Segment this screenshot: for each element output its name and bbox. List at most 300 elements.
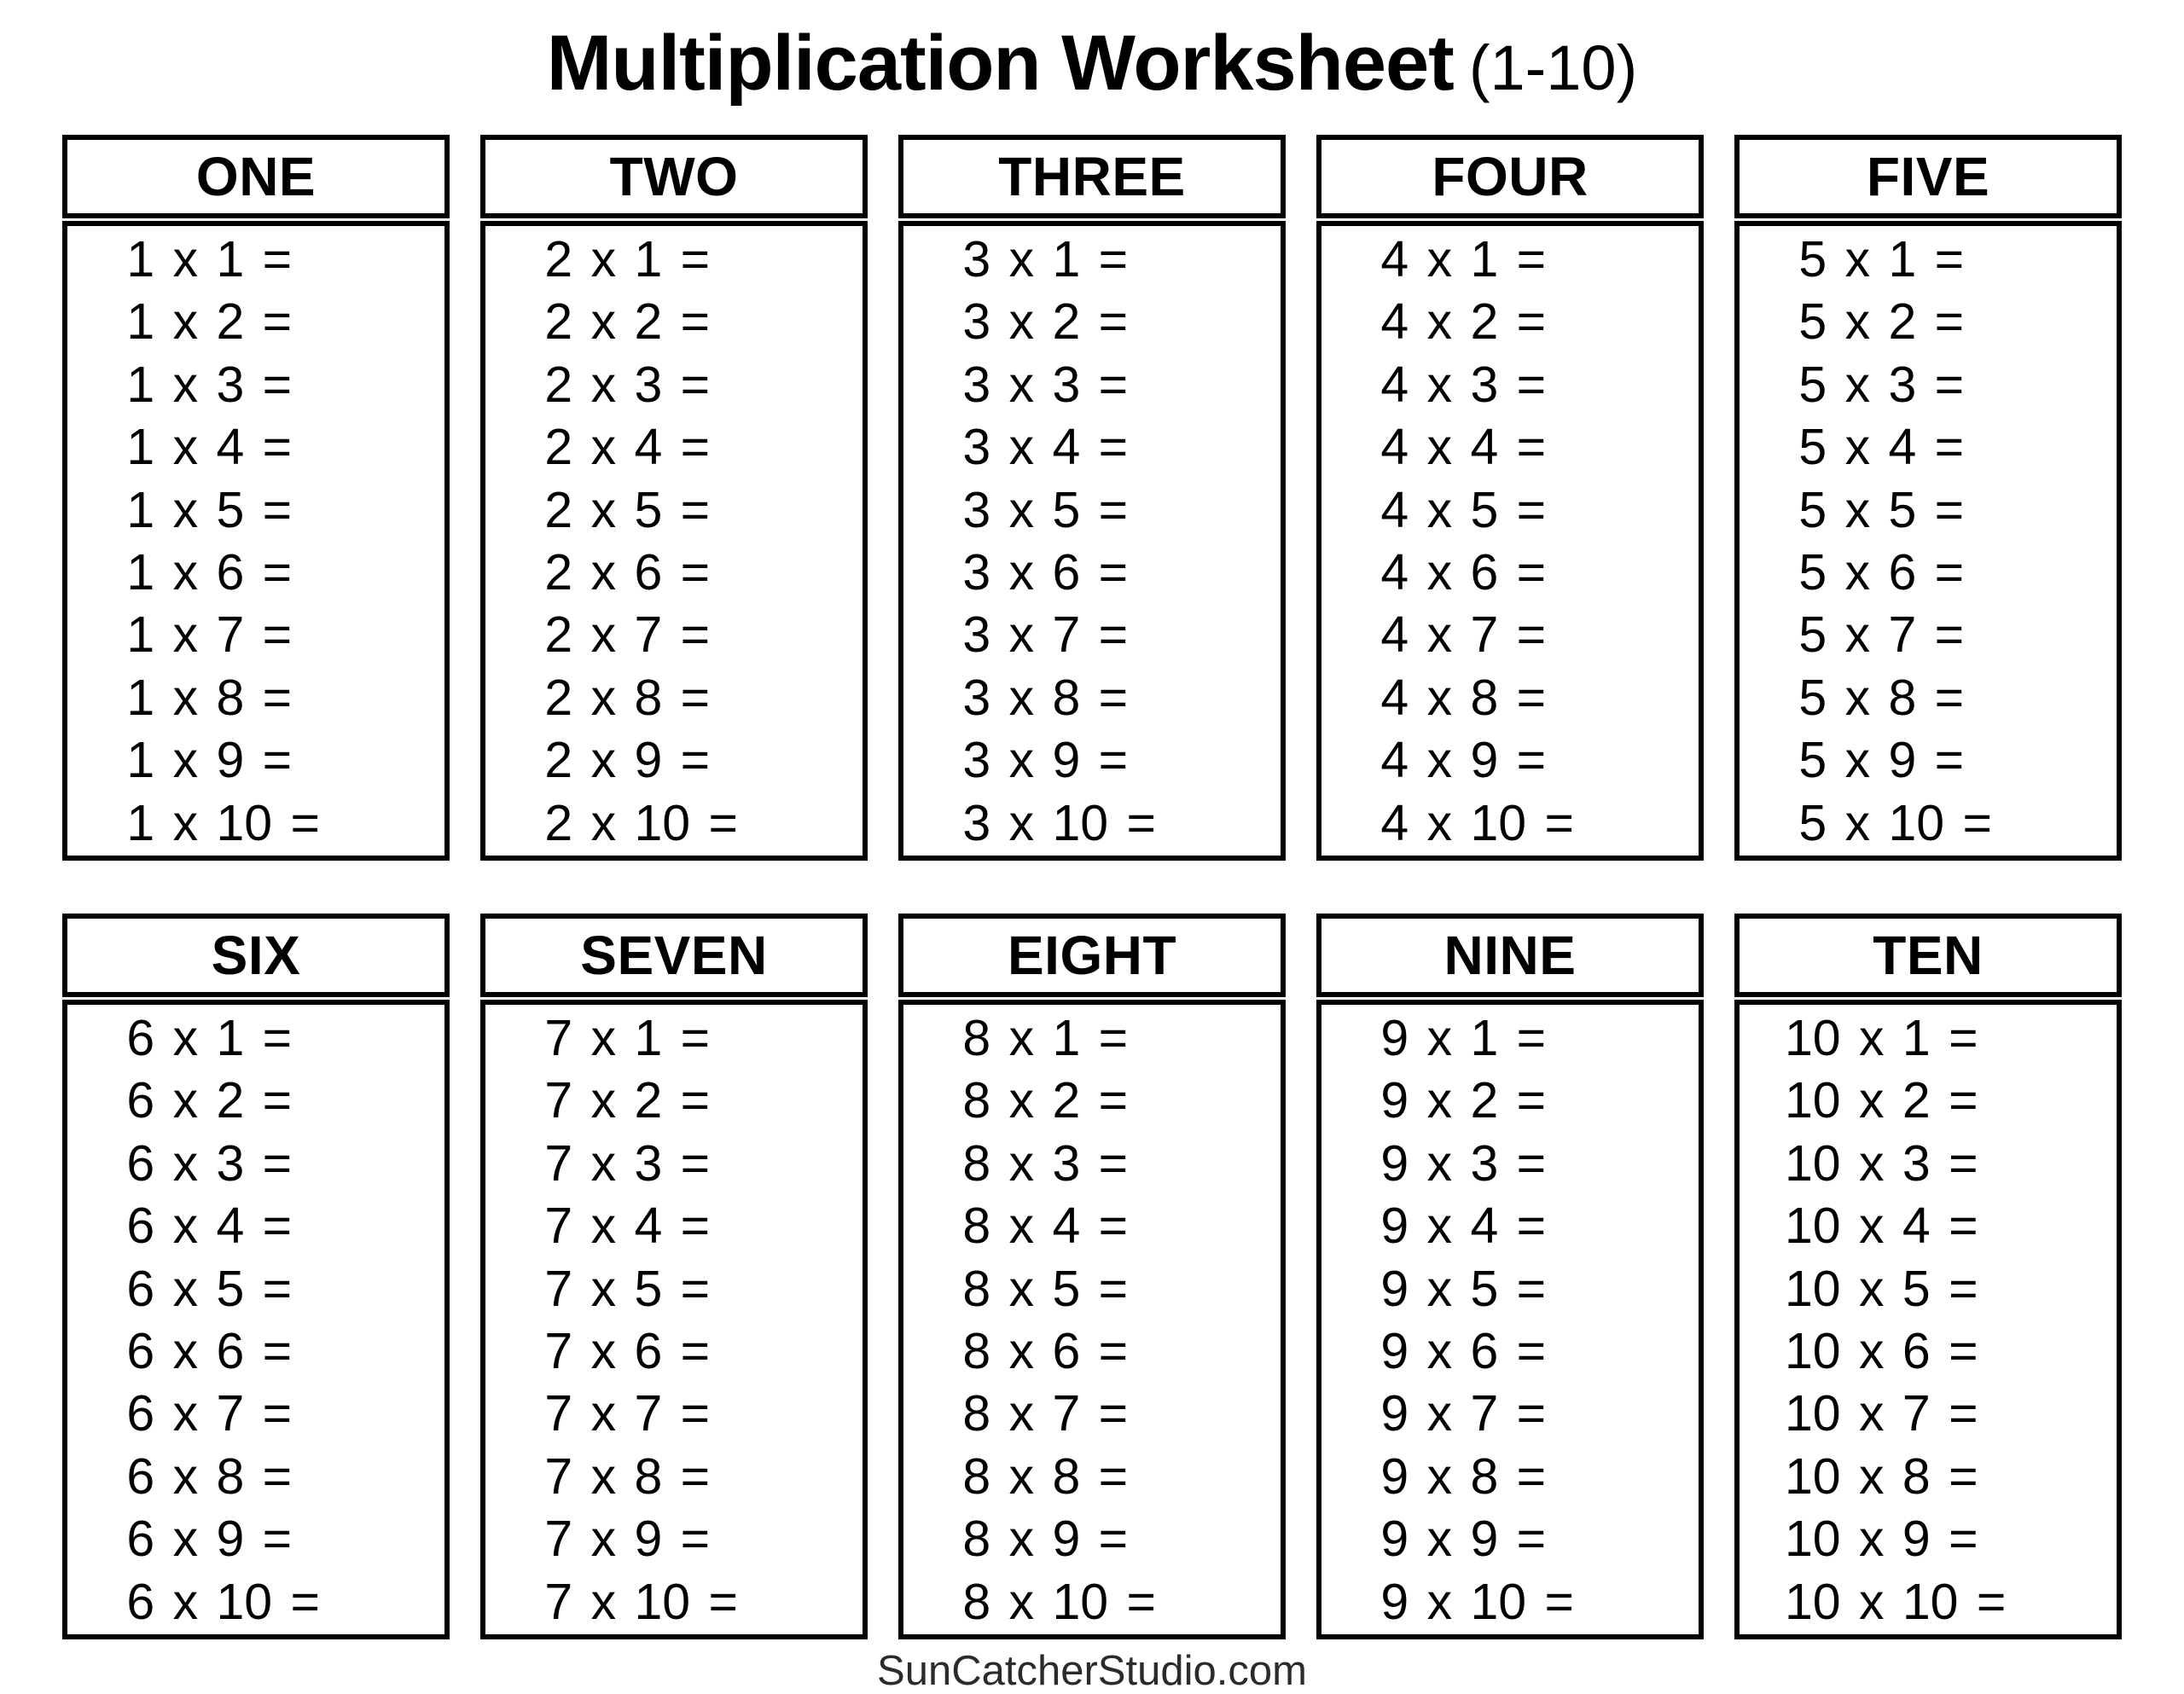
table-body [62,1000,450,1639]
table-header: FOUR [1316,135,1704,218]
table-six [62,914,450,1639]
problem-text: 4 x 3 = [1380,356,1547,413]
problem-text: 8 x 5 = [962,1260,1129,1317]
problem-text: 2 x 6 = [544,544,711,601]
answer-blank [1978,1180,2044,1181]
problem-text: 4 x 6 = [1380,544,1547,601]
answer-blank [1128,1054,1194,1055]
problem-text: 1 x 3 = [126,356,293,413]
problem-row [126,1508,385,1570]
table-body [1734,1000,2122,1639]
problem-text: 4 x 8 = [1380,669,1547,726]
answer-blank [1546,401,1612,402]
answer-blank [1574,1618,1640,1619]
answer-blank [738,1618,804,1619]
problem-row [544,1195,803,1257]
answer-blank [1128,401,1194,402]
answer-blank [1964,776,2030,777]
answer-blank [1978,1493,2044,1494]
problem-row [126,729,385,792]
problem-row [962,479,1221,542]
problem-row [544,479,803,542]
problem-row [962,667,1221,729]
answer-blank [1978,1367,2044,1368]
answer-blank [1128,1305,1194,1306]
problem-text: 9 x 1 = [1380,1010,1547,1066]
answer-blank [710,1054,775,1055]
problem-row [1380,1320,1639,1383]
problem-text: 7 x 10 = [544,1573,738,1630]
problem-text: 7 x 4 = [544,1198,711,1255]
problem-row [1785,1258,2071,1320]
problem-row [544,416,803,479]
problem-text: 5 x 10 = [1798,794,1992,851]
problem-row [962,1320,1221,1383]
problem-text: 2 x 7 = [544,606,711,664]
problem-text: 1 x 4 = [126,419,293,476]
problem-row [544,1007,803,1070]
problem-row [1785,1571,2071,1633]
problem-text: 8 x 10 = [962,1573,1156,1630]
problem-text: 5 x 5 = [1798,481,1965,538]
problem-row [1380,479,1639,542]
problem-row [544,1258,803,1320]
answer-blank [710,1180,775,1181]
table-seven [480,914,868,1639]
table-body [898,1000,1286,1639]
answer-blank [1128,776,1194,777]
table-header: ONE [62,135,450,218]
problem-text: 3 x 8 = [962,669,1129,726]
problem-row [126,479,385,542]
problem-row [1380,667,1639,729]
answer-blank [292,1242,357,1243]
answer-blank [292,714,357,715]
answer-blank [1128,1367,1194,1368]
table-body [480,221,868,861]
table-five [1734,135,2122,861]
problem-row [1380,1446,1639,1508]
answer-blank [1964,526,2030,527]
footer-credit: SunCatcherStudio.com [877,1648,1307,1694]
problem-text: 4 x 10 = [1380,794,1574,851]
problem-row [1798,354,2057,416]
problem-text: 9 x 10 = [1380,1573,1574,1630]
problem-text: 5 x 9 = [1798,732,1965,789]
problem-row [1785,1007,2071,1070]
problem-text: 9 x 3 = [1380,1134,1547,1192]
answer-blank [1978,1305,2044,1306]
problem-row [544,1508,803,1570]
problem-text: 7 x 6 = [544,1323,711,1380]
problem-row [962,604,1221,666]
problem-text: 6 x 6 = [126,1323,293,1380]
table-header: NINE [1316,914,1704,997]
problem-row [1798,604,2057,666]
answer-blank [292,776,357,777]
answer-blank [292,1305,357,1306]
problem-text: 8 x 6 = [962,1323,1129,1380]
answer-blank [1978,1555,2044,1556]
problem-text: 6 x 2 = [126,1072,293,1129]
problem-row [962,1258,1221,1320]
problem-row [1380,792,1639,855]
problem-text: 1 x 5 = [126,481,293,538]
table-header: SIX [62,914,450,997]
problem-row [544,667,803,729]
answer-blank [1546,1242,1612,1243]
problem-text: 3 x 10 = [962,794,1156,851]
answer-blank [2006,1618,2071,1619]
problem-row [126,1383,385,1445]
answer-blank [1546,1555,1612,1556]
problem-row [1380,604,1639,666]
table-nine [1316,914,1704,1639]
problem-text: 10 x 2 = [1784,1072,1978,1129]
answer-blank [320,839,386,840]
problem-text: 9 x 9 = [1380,1511,1547,1568]
problem-text: 8 x 2 = [962,1072,1129,1129]
problem-row [126,416,385,479]
problem-text: 2 x 2 = [544,293,711,351]
answer-blank [1546,338,1612,339]
problem-text: 5 x 8 = [1798,669,1965,726]
problem-rows [1785,1007,2071,1633]
problem-text: 5 x 2 = [1798,293,1965,351]
problem-row [962,792,1221,855]
problem-rows [1380,1007,1639,1633]
problem-rows [962,229,1221,855]
problem-row [962,542,1221,604]
problem-text: 2 x 10 = [544,794,738,851]
problem-text: 1 x 1 = [126,231,293,287]
problem-row [962,1133,1221,1195]
answer-blank [710,526,775,527]
problem-row [544,291,803,353]
problem-text: 5 x 7 = [1798,606,1965,664]
answer-blank [1546,714,1612,715]
problem-text: 2 x 1 = [544,231,711,287]
problem-row [126,1195,385,1257]
problem-text: 6 x 9 = [126,1511,293,1568]
answer-blank [292,338,357,339]
problem-text: 5 x 1 = [1798,231,1965,287]
problem-text: 3 x 9 = [962,732,1129,789]
problem-row [126,667,385,729]
problem-text: 3 x 2 = [962,293,1129,351]
page-title [0,0,2184,113]
problem-rows [544,1007,803,1633]
problem-rows [126,229,385,855]
problem-text: 5 x 3 = [1798,356,1965,413]
problem-text: 9 x 6 = [1380,1323,1547,1380]
table-body [480,1000,868,1639]
problem-text: 1 x 10 = [126,794,320,851]
problem-text: 8 x 7 = [962,1385,1129,1442]
problem-row [544,792,803,855]
problem-text: 10 x 9 = [1784,1511,1978,1568]
problem-row [126,792,385,855]
problem-text: 10 x 3 = [1784,1134,1978,1192]
answer-blank [292,526,357,527]
problem-text: 2 x 3 = [544,356,711,413]
problem-row [1785,1070,2071,1132]
problem-row [1798,542,2057,604]
problem-text: 1 x 9 = [126,732,293,789]
problem-row [544,1571,803,1633]
answer-blank [1964,651,2030,652]
answer-blank [1546,526,1612,527]
problem-text: 4 x 2 = [1380,293,1547,351]
answer-blank [1128,338,1194,339]
problem-row [1380,291,1639,353]
problem-text: 4 x 5 = [1380,481,1547,538]
problem-row [544,604,803,666]
problem-row [1380,1508,1639,1570]
answer-blank [1546,1367,1612,1368]
problem-text: 6 x 1 = [126,1010,293,1066]
table-header: SEVEN [480,914,868,997]
problem-text: 3 x 5 = [962,481,1129,538]
answer-blank [292,463,357,464]
answer-blank [710,401,775,402]
answer-blank [1992,839,2058,840]
problem-text: 7 x 9 = [544,1511,711,1568]
problem-row [962,1195,1221,1257]
table-body [62,221,450,861]
problem-row [962,354,1221,416]
problem-row [1380,1133,1639,1195]
problem-row [1785,1508,2071,1570]
table-ten [1734,914,2122,1639]
problem-row [126,291,385,353]
answer-blank [1128,1493,1194,1494]
answer-blank [710,1493,775,1494]
answer-blank [1574,839,1640,840]
answer-blank [710,338,775,339]
problem-row [1380,1258,1639,1320]
problem-text: 3 x 7 = [962,606,1129,664]
answer-blank [1128,1180,1194,1181]
answer-blank [738,839,804,840]
problem-row [962,416,1221,479]
problem-text: 6 x 10 = [126,1573,320,1630]
answer-blank [1964,338,2030,339]
problem-text: 2 x 5 = [544,481,711,538]
problem-row [126,354,385,416]
answer-blank [710,776,775,777]
problem-row [126,1007,385,1070]
page-title-main: Multiplication Worksheet [546,20,1454,107]
problem-text: 8 x 9 = [962,1511,1129,1568]
problem-row [126,1571,385,1633]
answer-blank [1128,714,1194,715]
table-body [1734,221,2122,861]
problem-text: 3 x 6 = [962,544,1129,601]
table-one [62,135,450,861]
problem-text: 8 x 1 = [962,1010,1129,1066]
problem-row [126,1133,385,1195]
answer-blank [710,714,775,715]
answer-blank [1546,1180,1612,1181]
problem-row [1798,229,2057,291]
problem-row [1380,416,1639,479]
problem-text: 9 x 4 = [1380,1198,1547,1255]
problem-row [544,1070,803,1132]
problem-text: 4 x 9 = [1380,732,1547,789]
answer-blank [292,1555,357,1556]
problem-row [1798,416,2057,479]
problem-row [1380,1383,1639,1445]
answer-blank [1546,1305,1612,1306]
problem-text: 2 x 8 = [544,669,711,726]
problem-row [1380,1195,1639,1257]
problem-row [1798,729,2057,792]
answer-blank [1964,714,2030,715]
problem-text: 10 x 6 = [1784,1323,1978,1380]
problem-row [126,1320,385,1383]
problem-row [962,1383,1221,1445]
problem-row [962,1007,1221,1070]
problem-text: 3 x 4 = [962,419,1129,476]
table-body [1316,221,1704,861]
problem-row [1785,1320,2071,1383]
problem-text: 10 x 5 = [1784,1260,1978,1317]
problem-row [126,229,385,291]
problem-text: 4 x 7 = [1380,606,1547,664]
table-four [1316,135,1704,861]
problem-row [1380,1070,1639,1132]
table-header: FIVE [1734,135,2122,218]
answer-blank [1156,1618,1222,1619]
problem-row [1798,667,2057,729]
answer-blank [1964,401,2030,402]
problem-row [1798,291,2057,353]
problem-row [1785,1195,2071,1257]
answer-blank [710,1242,775,1243]
problem-text: 7 x 3 = [544,1134,711,1192]
table-header: THREE [898,135,1286,218]
problem-row [126,1070,385,1132]
problem-rows [544,229,803,855]
problem-row [1798,792,2057,855]
problem-row [1785,1446,2071,1508]
problem-text: 4 x 4 = [1380,419,1547,476]
problem-text: 7 x 2 = [544,1072,711,1129]
table-header: TWO [480,135,868,218]
problem-row [126,1446,385,1508]
problem-text: 6 x 8 = [126,1447,293,1505]
problem-row [962,1571,1221,1633]
answer-blank [1546,463,1612,464]
table-eight [898,914,1286,1639]
table-header: EIGHT [898,914,1286,997]
problem-row [962,229,1221,291]
problem-text: 1 x 8 = [126,669,293,726]
problem-text: 10 x 7 = [1784,1385,1978,1442]
problem-row [544,1320,803,1383]
problem-row [126,1258,385,1320]
answer-blank [1128,651,1194,652]
problem-text: 3 x 3 = [962,356,1129,413]
problem-text: 6 x 4 = [126,1198,293,1255]
problem-row [544,729,803,792]
problem-text: 7 x 5 = [544,1260,711,1317]
answer-blank [292,1493,357,1494]
problem-text: 6 x 5 = [126,1260,293,1317]
answer-blank [1964,463,2030,464]
problem-text: 4 x 1 = [1380,231,1547,287]
answer-blank [710,651,775,652]
problem-row [544,1446,803,1508]
problem-text: 10 x 8 = [1784,1447,1978,1505]
problem-text: 3 x 1 = [962,231,1129,287]
answer-blank [292,1367,357,1368]
problem-row [962,1508,1221,1570]
problem-text: 1 x 2 = [126,293,293,351]
problem-rows [962,1007,1221,1633]
problem-text: 7 x 7 = [544,1385,711,1442]
worksheet-tables-grid [62,135,2122,1639]
answer-blank [1128,1242,1194,1243]
problem-text: 2 x 4 = [544,419,711,476]
table-three [898,135,1286,861]
problem-text: 2 x 9 = [544,732,711,789]
problem-text: 8 x 8 = [962,1447,1129,1505]
problem-row [962,1070,1221,1132]
page-title-range: (1-10) [1468,32,1638,103]
problem-row [544,229,803,291]
answer-blank [710,1367,775,1368]
problem-text: 9 x 2 = [1380,1072,1547,1129]
problem-rows [126,1007,385,1633]
problem-text: 5 x 6 = [1798,544,1965,601]
problem-row [962,1446,1221,1508]
problem-row [544,1383,803,1445]
problem-text: 9 x 8 = [1380,1447,1547,1505]
table-header: TEN [1734,914,2122,997]
answer-blank [710,463,775,464]
answer-blank [1156,839,1222,840]
problem-row [544,542,803,604]
answer-blank [1546,1054,1612,1055]
problem-text: 10 x 10 = [1784,1573,2007,1630]
problem-text: 7 x 8 = [544,1447,711,1505]
problem-row [126,604,385,666]
problem-text: 5 x 4 = [1798,419,1965,476]
table-body [1316,1000,1704,1639]
answer-blank [710,1555,775,1556]
problem-row [1380,1007,1639,1070]
table-body [898,221,1286,861]
problem-text: 1 x 6 = [126,544,293,601]
answer-blank [292,401,357,402]
problem-row [544,1133,803,1195]
problem-text: 9 x 5 = [1380,1260,1547,1317]
answer-blank [1978,1242,2044,1243]
problem-row [1380,1571,1639,1633]
problem-row [962,291,1221,353]
problem-row [1785,1133,2071,1195]
problem-row [1380,229,1639,291]
answer-blank [1128,463,1194,464]
answer-blank [292,1180,357,1181]
problem-text: 9 x 7 = [1380,1385,1547,1442]
problem-row [1798,479,2057,542]
problem-row [1380,354,1639,416]
problem-text: 6 x 7 = [126,1385,293,1442]
problem-text: 8 x 3 = [962,1134,1129,1192]
